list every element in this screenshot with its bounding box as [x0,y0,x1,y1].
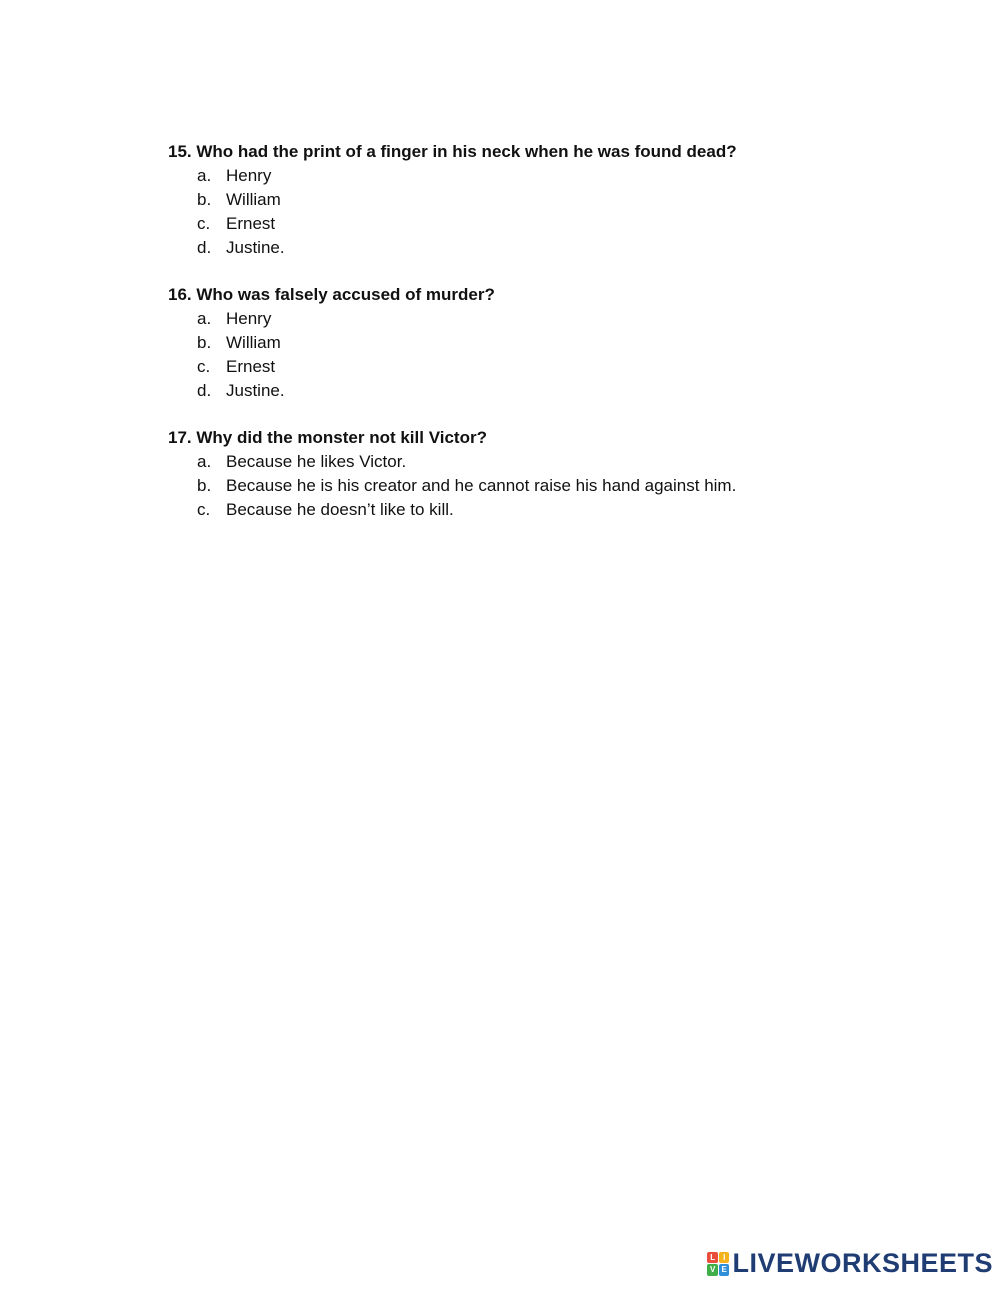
option-letter: a. [197,452,212,471]
logo-badge-icon [707,1252,729,1276]
option-a[interactable] [168,309,495,329]
question-title: 15. Who had the print of a finger in his neck when he was found dead? [168,142,737,161]
option-letter: c. [197,500,211,519]
option-c[interactable] [168,214,737,234]
option-b[interactable] [168,333,495,353]
option-d[interactable] [168,238,737,258]
option-text: Because he doesn’t like to kill. [226,500,454,519]
logo-badge-letter: V [707,1264,718,1276]
option-b[interactable] [168,190,737,210]
option-c[interactable] [168,500,736,520]
option-letter: c. [197,214,211,233]
option-text: Henry [226,309,272,328]
option-text: Because he likes Victor. [226,452,407,471]
option-text: Justine. [226,238,285,257]
logo-text: LIVEWORKSHEETS [732,1248,993,1278]
option-d[interactable] [168,381,495,401]
option-text: Ernest [226,357,276,376]
option-a[interactable] [168,452,736,472]
option-text: Henry [226,166,272,185]
question-15 [168,142,737,258]
question-title: 17. Why did the monster not kill Victor? [168,428,487,447]
logo-badge-letter: I [719,1252,730,1264]
option-letter: b. [197,190,212,209]
option-letter: c. [197,357,211,376]
option-text: Justine. [226,381,285,400]
option-b[interactable] [168,476,736,496]
liveworksheets-logo[interactable] [707,1250,993,1277]
option-letter: b. [197,333,212,352]
option-letter: d. [197,381,212,400]
option-c[interactable] [168,357,495,377]
option-a[interactable] [168,166,737,186]
question-16 [168,285,495,401]
option-text: Because he is his creator and he cannot raise his hand against him. [226,476,737,495]
question-title: 16. Who was falsely accused of murder? [168,285,495,304]
option-letter: d. [197,238,212,257]
option-text: William [226,190,281,209]
logo-badge-letter: E [719,1264,730,1276]
logo-badge-letter: L [707,1252,718,1264]
option-letter: a. [197,166,212,185]
option-text: William [226,333,281,352]
option-text: Ernest [226,214,276,233]
question-17 [168,428,736,520]
option-letter: a. [197,309,212,328]
option-letter: b. [197,476,212,495]
